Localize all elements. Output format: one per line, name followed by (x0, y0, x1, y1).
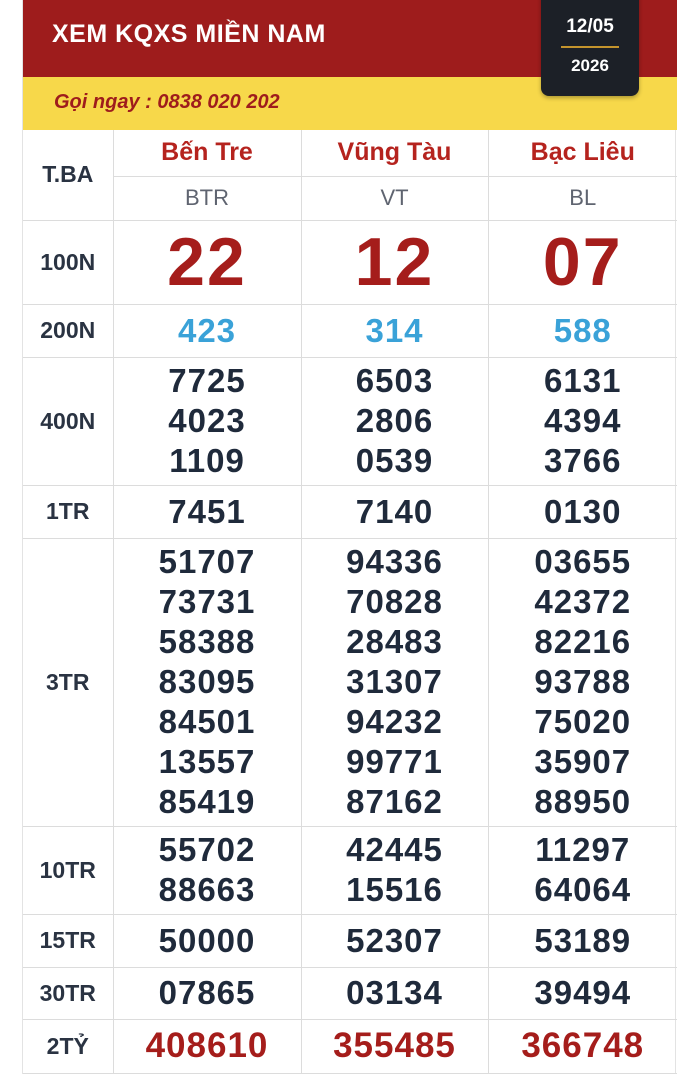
prize-label: 400N (23, 357, 113, 485)
prize-cell (113, 967, 301, 1019)
prize-row (23, 485, 677, 538)
prize-cell (113, 304, 301, 357)
prize-row (23, 914, 677, 967)
prize-cell (488, 220, 677, 304)
winning-number: 93788 (534, 663, 632, 700)
prize-cell (488, 967, 677, 1019)
prize-cell (113, 357, 301, 485)
winning-number: 75020 (534, 703, 632, 740)
winning-number: 55702 (158, 831, 256, 868)
prize-cell (301, 967, 488, 1019)
winning-number: 7725 (168, 362, 246, 399)
prize-cell (113, 914, 301, 967)
winning-number: 99771 (346, 743, 443, 780)
winning-number: 11297 (535, 831, 631, 868)
winning-number: 52307 (346, 921, 443, 959)
prize-cell (488, 826, 677, 914)
prize-label: 2TỶ (23, 1019, 113, 1073)
prize-cell (301, 220, 488, 304)
prize-cell (488, 1019, 677, 1073)
prize-row (23, 220, 677, 304)
winning-number: 7451 (168, 492, 246, 530)
prize-cell (301, 304, 488, 357)
prize-cell (301, 357, 488, 485)
winning-number: 85419 (158, 783, 256, 820)
winning-number: 03655 (534, 543, 632, 580)
prize-label: 30TR (23, 967, 113, 1019)
winning-number: 50000 (158, 921, 256, 959)
winning-number: 94336 (346, 543, 443, 580)
prize-cell (488, 357, 677, 485)
corner-label: T.BA (23, 130, 113, 220)
winning-number: 82216 (534, 623, 632, 660)
winning-number: 87162 (346, 783, 443, 820)
prize-cell (113, 538, 301, 826)
winning-number: 6131 (544, 362, 622, 399)
prize-cell (113, 485, 301, 538)
prize-label: 10TR (23, 826, 113, 914)
prize-label: 1TR (23, 485, 113, 538)
winning-number: 39494 (534, 974, 632, 1011)
winning-number: 588 (553, 311, 612, 349)
province-code: BTR (113, 176, 301, 220)
hotline-link[interactable]: Gọi ngay : 0838 020 202 (54, 91, 280, 113)
winning-number: 6503 (355, 362, 434, 399)
winning-number: 70828 (346, 583, 443, 620)
prize-cell (488, 914, 677, 967)
winning-number: 83095 (158, 663, 256, 700)
winning-number: 22 (167, 224, 247, 300)
winning-number: 88663 (158, 871, 256, 908)
results-table (23, 130, 677, 1074)
prize-cell (301, 826, 488, 914)
winning-number: 58388 (158, 623, 256, 660)
winning-number: 314 (365, 311, 424, 349)
winning-number: 423 (177, 311, 237, 349)
prize-cell (301, 485, 488, 538)
winning-number: 1109 (169, 442, 245, 479)
prize-cell (488, 538, 677, 826)
prize-cell (301, 1019, 488, 1073)
winning-number: 35907 (534, 743, 632, 780)
prize-cell (113, 826, 301, 914)
winning-number: 408610 (145, 1026, 269, 1065)
province-code: BL (488, 176, 677, 220)
prize-row (23, 826, 677, 914)
prize-row (23, 967, 677, 1019)
winning-number: 84501 (158, 703, 256, 740)
winning-number: 31307 (346, 663, 443, 700)
results-card (22, 0, 676, 1074)
winning-number: 13557 (158, 743, 256, 780)
prize-row (23, 1019, 677, 1073)
winning-number: 07865 (158, 974, 256, 1011)
winning-number: 4394 (544, 402, 622, 439)
winning-number: 73731 (158, 583, 256, 620)
winning-number: 12 (354, 224, 435, 300)
winning-number: 94232 (346, 703, 443, 740)
page-title: XEM KQXS MIỀN NAM (52, 20, 326, 48)
date-day: 12/05 (566, 16, 614, 37)
prize-row (23, 538, 677, 826)
prize-label: 3TR (23, 538, 113, 826)
prize-label: 15TR (23, 914, 113, 967)
winning-number: 51707 (158, 543, 256, 580)
province-code-row (23, 176, 677, 220)
winning-number: 3766 (544, 442, 622, 479)
prize-cell (301, 538, 488, 826)
prize-cell (113, 1019, 301, 1073)
winning-number: 0539 (355, 442, 434, 479)
winning-number: 42445 (346, 831, 443, 868)
prize-cell (301, 914, 488, 967)
prize-cell (488, 485, 677, 538)
date-divider (561, 46, 619, 48)
winning-number: 64064 (534, 871, 632, 908)
prize-cell (488, 304, 677, 357)
winning-number: 42372 (534, 583, 632, 620)
province-name[interactable]: Vũng Tàu (301, 130, 488, 176)
winning-number: 2806 (355, 402, 434, 439)
winning-number: 4023 (168, 402, 246, 439)
winning-number: 88950 (534, 783, 632, 820)
winning-number: 03134 (346, 974, 443, 1011)
date-year: 2026 (571, 56, 609, 75)
province-name-row (23, 130, 677, 176)
winning-number: 0130 (544, 492, 622, 530)
date-badge (541, 0, 639, 96)
province-code: VT (301, 176, 488, 220)
winning-number: 355485 (333, 1026, 456, 1065)
province-name[interactable]: Bạc Liêu (488, 130, 677, 176)
prize-cell (113, 220, 301, 304)
prize-row (23, 304, 677, 357)
prize-label: 100N (23, 220, 113, 304)
winning-number: 07 (542, 224, 623, 300)
winning-number: 7140 (355, 492, 434, 530)
winning-number: 28483 (346, 623, 443, 660)
prize-label: 200N (23, 304, 113, 357)
winning-number: 15516 (346, 871, 443, 908)
winning-number: 53189 (534, 921, 632, 959)
province-name[interactable]: Bến Tre (113, 130, 301, 176)
prize-row (23, 357, 677, 485)
winning-number: 366748 (521, 1026, 645, 1065)
